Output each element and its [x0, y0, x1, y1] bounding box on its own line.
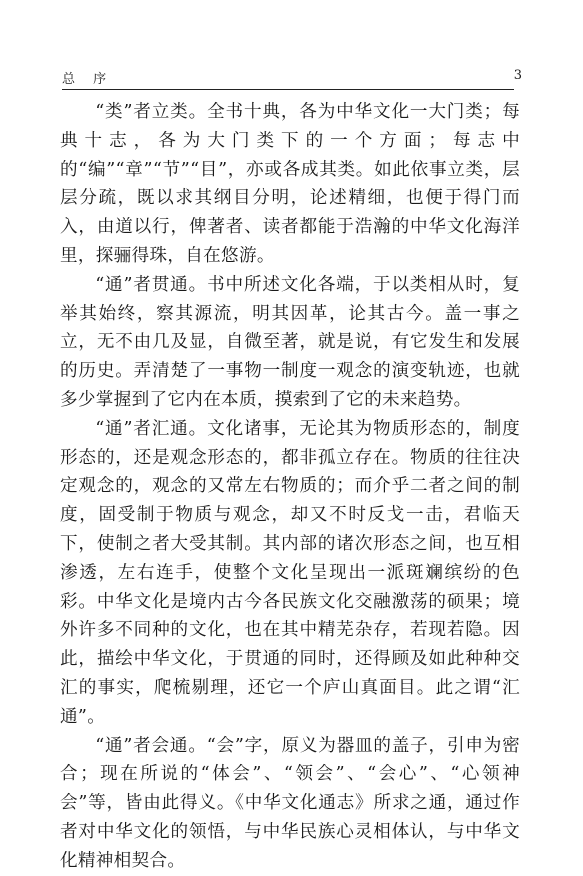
paragraph-convergence: “通”者汇通。文化诸事，无论其为物质形态的，制度形态的，还是观念形态的，都非孤立存在。物质的往往决定观念的，观念的又常左右物质的；而介乎二者之间的制度，固受制于物质与观念，却又不时反戈一击，君临天下，使制之者大受其制。其内部的诸次形态之间，也互相渗透，左右连手，使整个文化呈现出一派斑斓缤纷的色彩。中华文化是境内古今各民族文化交融激荡的硕果；境外许多不同种的文化，也在其中精芜杂存，若现若隐。因此，描绘中华文化，于贯通的同时，还得顾及如此种种交汇的事实，爬梳剔理，还它一个庐山真面目。此之谓“汇通”。 [60, 418, 520, 727]
body-text [60, 98, 520, 876]
paragraph-comprehension: “通”者会通。“会”字，原义为器皿的盖子，引申为密合；现在所说的“体会”、“领会”、“会心”、“心领神会”等，皆由此得义。《中华文化通志》所求之通，通过作者对中华文化的领悟，与中华民族心灵相体认，与中华文化精神相契合。 [60, 735, 520, 871]
running-head [62, 68, 522, 88]
header-rule [62, 89, 514, 90]
paragraph-classification: “类”者立类。全书十典，各为中华文化一大门类；每典十志，各为大门类下的一个方面；每志中的“编”“章”“节”“目”，亦或各成其类。如此依事立类，层层分疏，既以求其纲目分明，论述精细，也便于得门而入，由道以行，俾著者、读者都能于浩瀚的中华文化海洋里，探骊得珠，自在悠游。 [60, 102, 520, 266]
paragraph-continuity: “通”者贯通。书中所述文化各端，于以类相从时，复举其始终，察其源流，明其因革，论其古今。盖一事之立，无不由几及显，自微至著，就是说，有它发生和发展的历史。弄清楚了一事物一制度一观念的演变轨迹，也就多少掌握到了它内在本质，摸索到了它的未来趋势。 [60, 274, 520, 410]
section-title: 总 序 [62, 72, 114, 87]
page-number: 3 [513, 68, 522, 83]
